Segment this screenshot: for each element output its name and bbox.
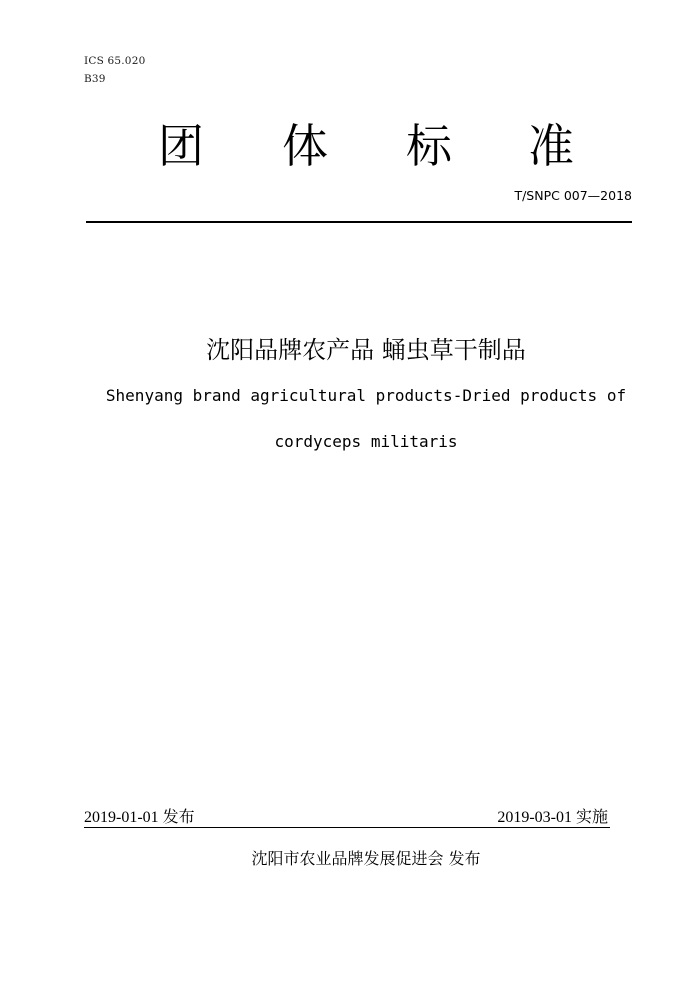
publish-date: 2019-01-01 发布 <box>84 809 195 826</box>
standard-type-char: 体 <box>282 119 328 173</box>
standard-number: T/SNPC 007—2018 <box>514 188 632 203</box>
title-english-line-1: Shenyang brand agricultural products-Dried products of <box>105 386 627 405</box>
publisher: 沈阳市农业品牌发展促进会 发布 <box>251 849 481 868</box>
ics-code: ICS 65.020 <box>84 55 146 67</box>
title-chinese: 沈阳品牌农产品 蛹虫草干制品 <box>206 336 526 364</box>
bottom-divider <box>84 827 610 828</box>
title-english-line-2: cordyceps militaris <box>274 432 458 451</box>
top-divider <box>86 221 632 223</box>
ccs-code: B39 <box>84 73 106 85</box>
implement-date: 2019-03-01 实施 <box>497 809 608 826</box>
standard-type-char: 准 <box>528 119 574 173</box>
standard-type-char: 团 <box>158 119 204 173</box>
standard-type-title <box>0 116 700 178</box>
standard-type-char: 标 <box>406 119 452 173</box>
